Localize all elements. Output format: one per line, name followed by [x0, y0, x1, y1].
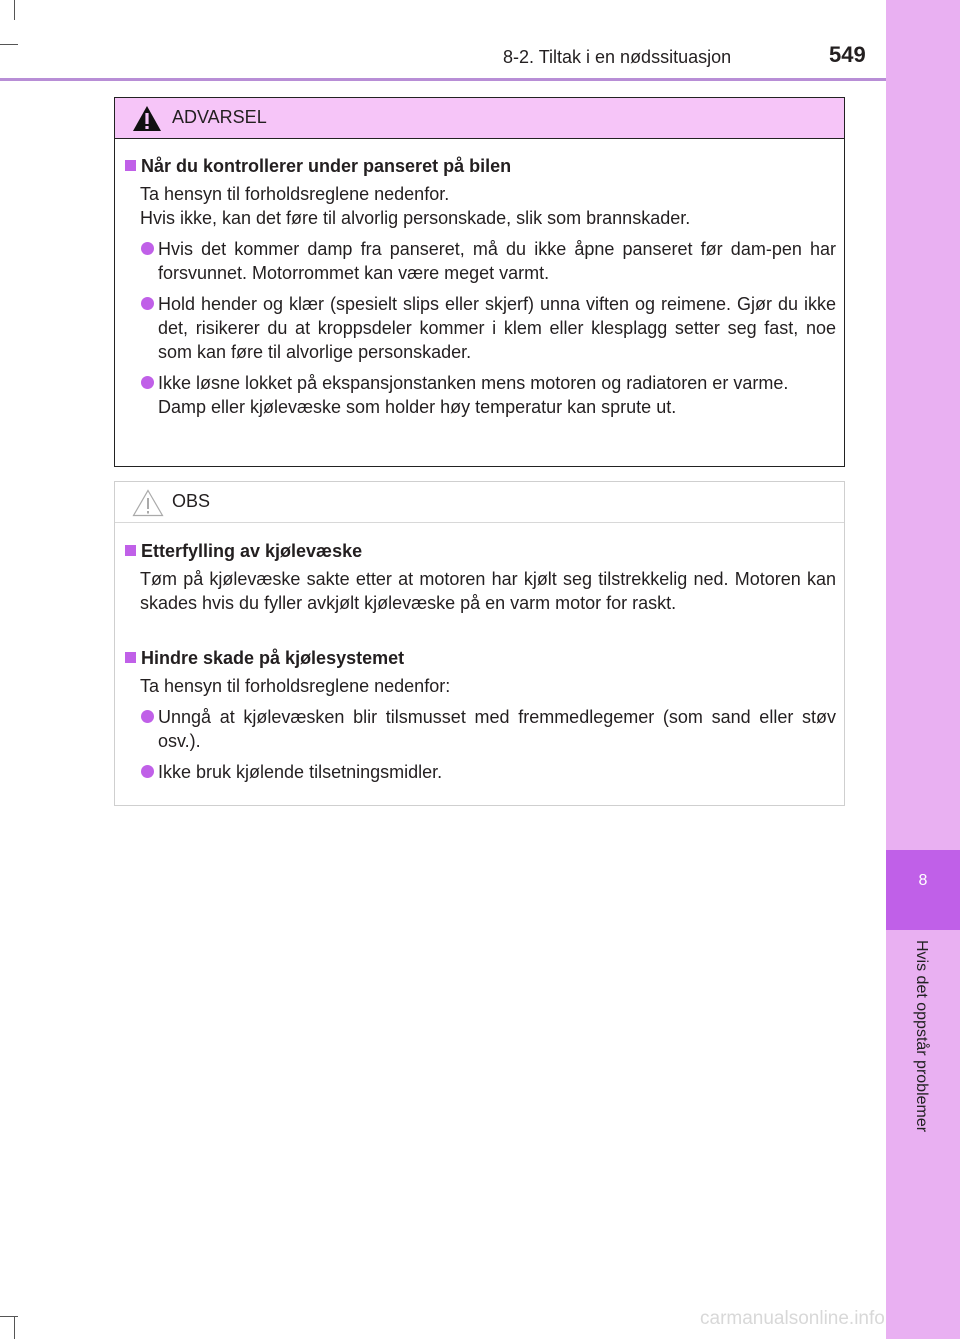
crop-mark: [14, 0, 15, 20]
warning-header: [115, 98, 844, 139]
header-rule: [0, 78, 886, 81]
list-item: Hold hender og klær (spesielt slips eller skjerf) unna viften og reimene. Gjør du ikke det, risikerer du at kroppsdeler kommer i klem eller klesplagg setter seg fast, noe som kan føre til alvorlige personskader.: [125, 292, 836, 364]
notice-heading-cooling: Hindre skade på kjølesystemet: [125, 646, 836, 670]
list-item: Unngå at kjølevæsken blir tilsmusset med fremmedlegemer (som sand eller støv osv.).: [125, 705, 836, 753]
crop-mark: [0, 44, 18, 45]
crop-mark: [14, 1316, 15, 1339]
warning-triangle-icon: [132, 105, 162, 132]
notice-section-cooling: [125, 646, 836, 784]
list-item: Hvis det kommer damp fra panseret, må du ikke åpne panseret før dam-pen har forsvunnet. Motorrommet kan være meget varmt.: [125, 237, 836, 285]
warning-box: [114, 97, 845, 467]
notice-box: [114, 481, 845, 806]
watermark: carmanualsonline.info: [700, 1308, 885, 1329]
notice-intro-cooling: Ta hensyn til forholdsreglene nedenfor:: [140, 676, 451, 696]
section-title: 8-2. Tiltak i en nødssituasjon: [503, 47, 732, 67]
notice-section-refill: [125, 539, 836, 615]
chapter-number: 8: [918, 872, 928, 889]
warning-intro: [125, 182, 836, 230]
list-item: [125, 371, 836, 419]
notice-text-refill: Tøm på kjølevæske sakte etter at motoren har kjølt seg tilstrekkelig ned. Motoren kan skades hvis du fyller avkjølt kjølevæske på en varm motor for raskt.: [140, 569, 836, 613]
notice-title: OBS: [172, 491, 211, 511]
notice-header: [115, 482, 844, 523]
warning-heading: Når du kontrollerer under panseret på bilen: [125, 154, 836, 178]
chapter-label: Hvis det oppstår problemer: [913, 940, 930, 1133]
list-item-text: Ikke løsne lokket på ekspansjonstanken mens motoren og radiatoren er varme.: [158, 373, 789, 393]
warning-intro-line: Hvis ikke, kan det føre til alvorlig personskade, slik som brannskader.: [140, 208, 691, 228]
list-item: Ikke bruk kjølende tilsetningsmidler.: [125, 760, 836, 784]
caution-triangle-icon: [132, 489, 164, 517]
warning-section: [125, 154, 836, 419]
crop-mark: [0, 1316, 18, 1317]
warning-intro-line: Ta hensyn til forholdsreglene nedenfor.: [140, 184, 450, 204]
chapter-number-tab: [886, 850, 960, 930]
page-number: 549: [829, 42, 866, 67]
notice-heading-refill: Etterfylling av kjølevæske: [125, 539, 836, 563]
warning-title: ADVARSEL: [172, 107, 267, 127]
chapter-side-tab: [886, 0, 960, 1339]
list-item-text: Damp eller kjølevæske som holder høy temperatur kan sprute ut.: [158, 397, 677, 417]
